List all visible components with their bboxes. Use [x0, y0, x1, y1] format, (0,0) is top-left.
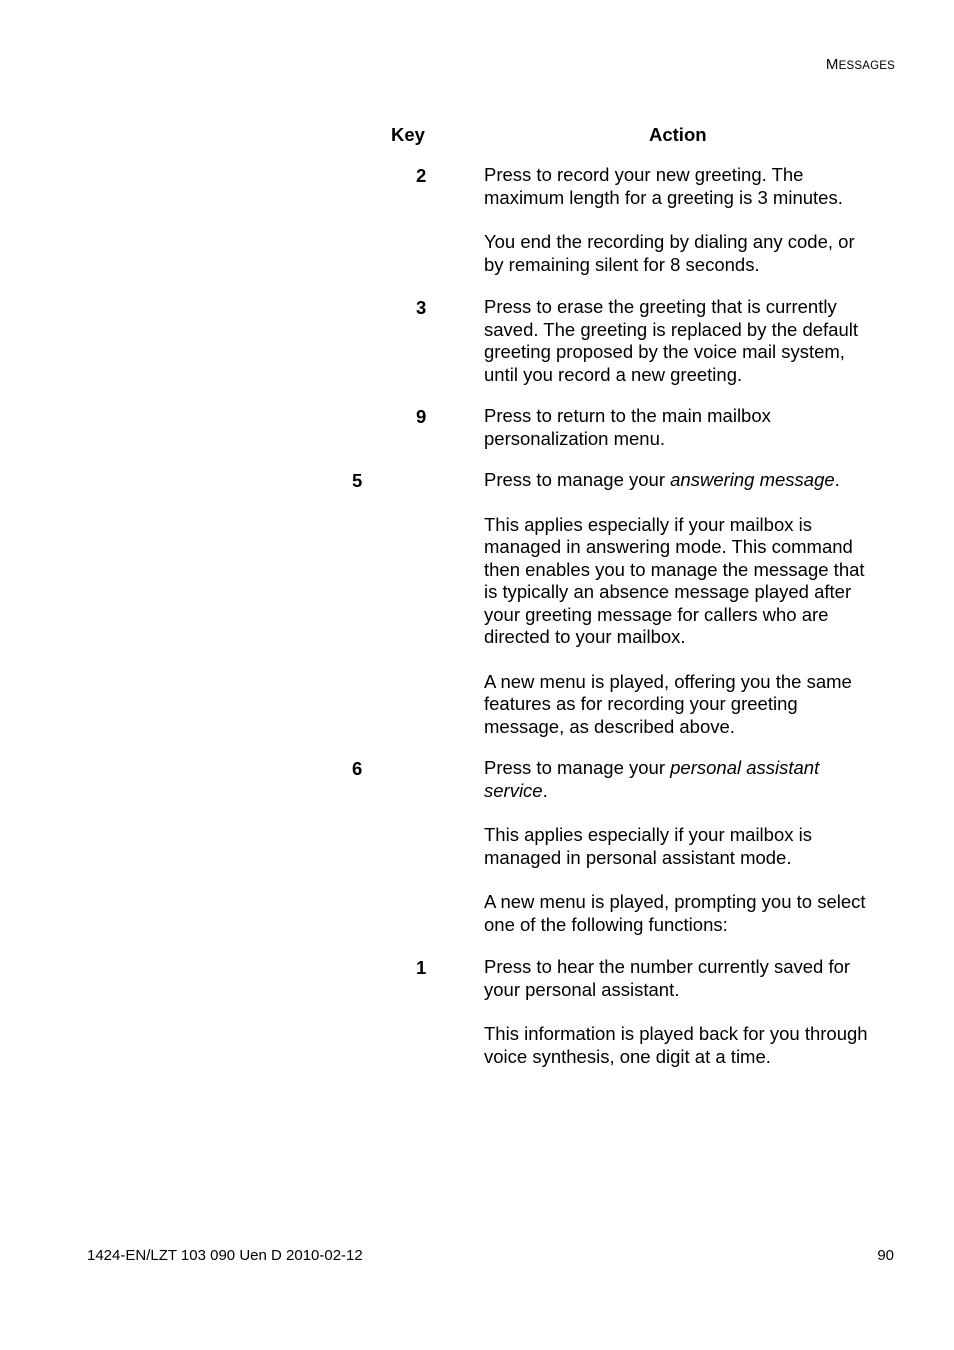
action-description: [484, 469, 879, 738]
document-id: 1424-EN/LZT 103 090 Uen D 2010-02-12: [87, 1247, 363, 1264]
key-label: 1: [416, 957, 427, 978]
action-paragraph: Press to record your new greeting. The maximum length for a greeting is 3 minutes.: [484, 164, 843, 208]
action-description: [484, 296, 879, 386]
key-label: 9: [416, 406, 427, 427]
key-label: 2: [416, 165, 427, 186]
action-column-header: Action: [649, 124, 707, 145]
action-description: [484, 164, 879, 276]
action-paragraph: Press to manage your personal assistant service.: [484, 757, 820, 801]
action-paragraph: This applies especially if your mailbox is managed in answering mode. This command then enables you to manage the message that is typically an absence message played after your greeting message for callers who are directed to your mailbox.: [484, 513, 865, 647]
key-label: 3: [416, 297, 427, 318]
key-column-header: Key: [391, 124, 425, 145]
action-paragraph: Press to hear the number currently saved for your personal assistant.: [484, 956, 851, 1000]
action-paragraph: Press to erase the greeting that is currently saved. The greeting is replaced by the default greeting proposed by the voice mail system, until you record a new greeting.: [484, 296, 859, 385]
action-paragraph: This information is played back for you through voice synthesis, one digit at a time.: [484, 1023, 868, 1067]
action-paragraph: You end the recording by dialing any code, or by remaining silent for 8 seconds.: [484, 231, 855, 275]
page-number: 90: [877, 1247, 894, 1264]
action-paragraph: A new menu is played, prompting you to select one of the following functions:: [484, 891, 866, 935]
action-paragraph: Press to manage your answering message.: [484, 469, 840, 490]
action-paragraph: A new menu is played, offering you the same features as for recording your greeting message, as described above.: [484, 670, 852, 737]
key-label: 6: [352, 758, 363, 779]
action-description: [484, 405, 879, 450]
action-description: [484, 757, 879, 936]
section-header: MESSAGES: [825, 56, 895, 73]
action-paragraph: This applies especially if your mailbox is managed in personal assistant mode.: [484, 824, 812, 868]
key-label: 5: [352, 470, 363, 491]
action-paragraph: Press to return to the main mailbox personalization menu.: [484, 405, 771, 449]
action-description: [484, 956, 879, 1068]
